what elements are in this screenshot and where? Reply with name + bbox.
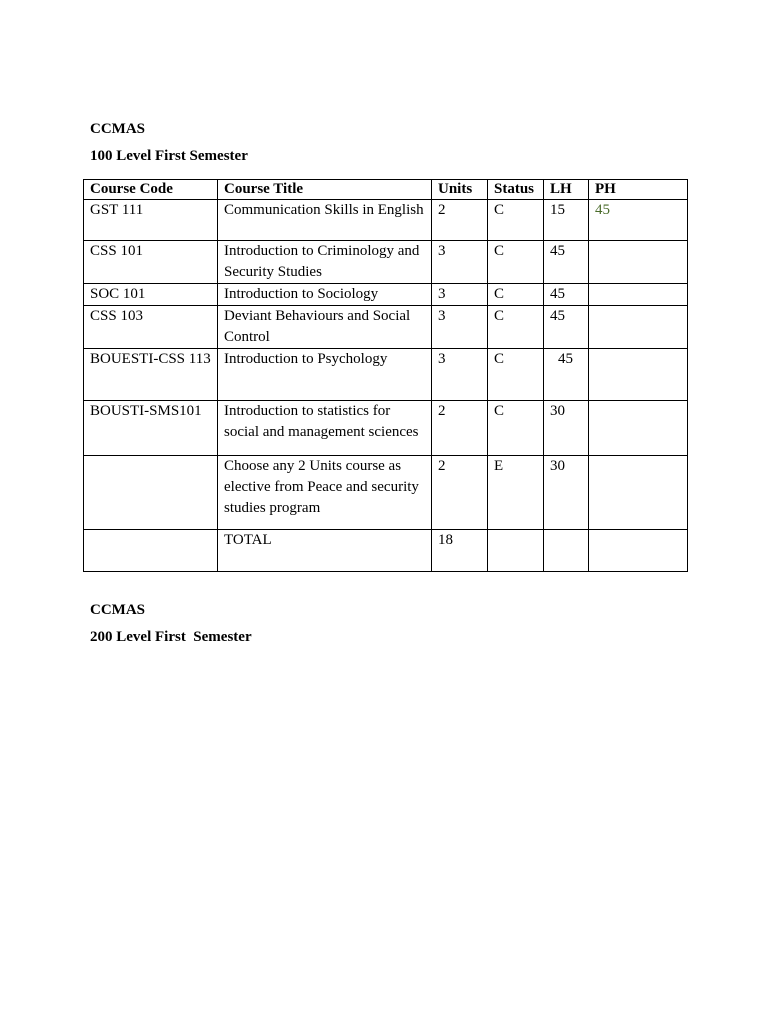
course-lh: 45 xyxy=(544,349,589,401)
course-units: 2 xyxy=(432,401,488,456)
course-lh: 30 xyxy=(544,456,589,530)
course-code: GST 111 xyxy=(84,200,218,241)
course-status: E xyxy=(488,456,544,530)
course-code: SOC 101 xyxy=(84,284,218,306)
table-row xyxy=(84,401,688,456)
header-course-code: Course Code xyxy=(84,180,218,200)
course-status: C xyxy=(488,306,544,349)
course-ph xyxy=(589,456,688,530)
course-units: 3 xyxy=(432,349,488,401)
section-label: CCMAS xyxy=(90,602,145,618)
header-ph: PH xyxy=(589,180,688,200)
total-label: TOTAL xyxy=(218,530,432,572)
semester-title: 100 Level First Semester xyxy=(90,148,248,164)
course-ph xyxy=(589,284,688,306)
course-ph xyxy=(589,530,688,572)
table-row xyxy=(84,349,688,401)
course-status: C xyxy=(488,349,544,401)
course-lh: 45 xyxy=(544,284,589,306)
course-title: Introduction to Sociology xyxy=(218,284,432,306)
course-title: Communication Skills in English xyxy=(218,200,432,241)
course-title: Introduction to Criminology and Security Studies xyxy=(218,241,432,284)
table-row xyxy=(84,284,688,306)
course-code: BOUSTI-SMS101 xyxy=(84,401,218,456)
section-label: CCMAS xyxy=(90,121,145,137)
course-ph xyxy=(589,306,688,349)
course-code: CSS 103 xyxy=(84,306,218,349)
header-units: Units xyxy=(432,180,488,200)
course-units: 2 xyxy=(432,456,488,530)
header-course-title: Course Title xyxy=(218,180,432,200)
course-status: C xyxy=(488,241,544,284)
course-title: Introduction to Psychology xyxy=(218,349,432,401)
course-lh: 45 xyxy=(544,306,589,349)
course-lh: 45 xyxy=(544,241,589,284)
course-title: Choose any 2 Units course as elective from Peace and security studies program xyxy=(218,456,432,530)
course-ph xyxy=(589,401,688,456)
course-code: CSS 101 xyxy=(84,241,218,284)
course-status: C xyxy=(488,200,544,241)
course-status xyxy=(488,530,544,572)
semester-title: 200 Level First Semester xyxy=(90,629,252,645)
table-header-row xyxy=(84,180,688,200)
header-lh: LH xyxy=(544,180,589,200)
course-units: 3 xyxy=(432,241,488,284)
course-units: 3 xyxy=(432,284,488,306)
course-ph xyxy=(589,241,688,284)
course-code xyxy=(84,530,218,572)
course-units: 3 xyxy=(432,306,488,349)
table-row xyxy=(84,200,688,241)
course-title: Introduction to statistics for social and management sciences xyxy=(218,401,432,456)
total-units: 18 xyxy=(432,530,488,572)
course-code: BOUESTI-CSS 113 xyxy=(84,349,218,401)
course-units: 2 xyxy=(432,200,488,241)
course-title: Deviant Behaviours and Social Control xyxy=(218,306,432,349)
course-code xyxy=(84,456,218,530)
table-total-row xyxy=(84,530,688,572)
course-table xyxy=(83,179,688,572)
course-lh xyxy=(544,530,589,572)
course-ph: 45 xyxy=(589,200,688,241)
course-ph xyxy=(589,349,688,401)
course-status: C xyxy=(488,401,544,456)
header-status: Status xyxy=(488,180,544,200)
course-status: C xyxy=(488,284,544,306)
table-row xyxy=(84,306,688,349)
table-row xyxy=(84,456,688,530)
course-lh: 15 xyxy=(544,200,589,241)
table-row xyxy=(84,241,688,284)
course-lh: 30 xyxy=(544,401,589,456)
